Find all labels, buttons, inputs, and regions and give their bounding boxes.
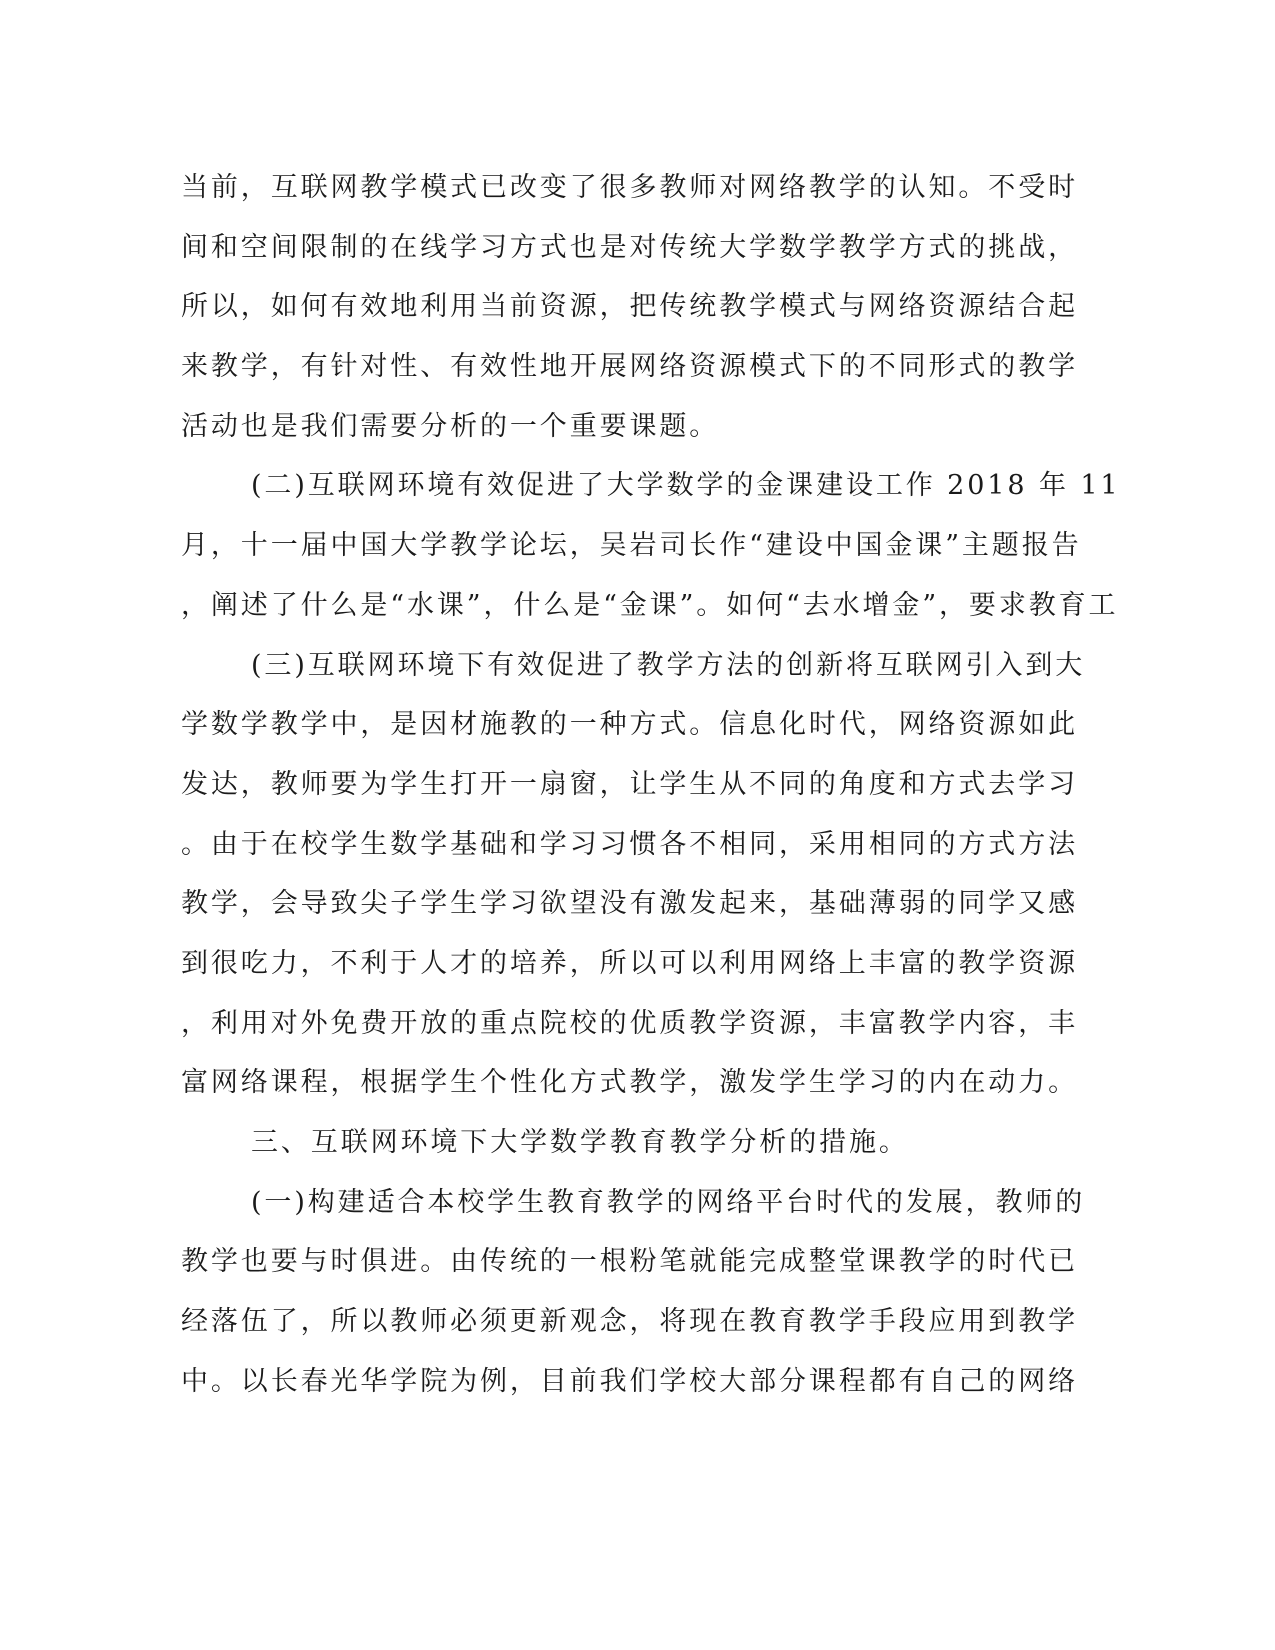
text-line: 富网络课程，根据学生个性化方式教学，激发学生学习的内在动力。 xyxy=(181,1067,1078,1099)
text-line: 发达，教师要为学生打开一扇窗，让学生从不同的角度和方式去学习 xyxy=(181,768,1078,800)
text-line: ，利用对外免费开放的重点院校的优质教学资源，丰富教学内容，丰 xyxy=(181,1007,1078,1039)
text-line: 月，十一届中国大学教学论坛，吴岩司长作“建设中国金课”主题报告 xyxy=(181,530,1082,562)
section-heading-1: (一)构建适合本校学生教育教学的网络平台时代的发展，教师的 xyxy=(251,1186,1086,1218)
text-line: 中。以长春光华学院为例，目前我们学校大部分课程都有自己的网络 xyxy=(181,1365,1078,1397)
text-line: 教学也要与时俱进。由传统的一根粉笔就能完成整堂课教学的时代已 xyxy=(181,1246,1078,1278)
text-line: 教学，会导致尖子学生学习欲望没有激发起来，基础薄弱的同学又感 xyxy=(181,888,1078,920)
section-heading-2: (二)互联网环境有效促进了大学数学的金课建设工作 2018 年 11 xyxy=(251,470,1121,502)
text-line: 间和空间限制的在线学习方式也是对传统大学数学教学方式的挑战， xyxy=(181,231,1078,263)
text-line: 所以，如何有效地利用当前资源，把传统教学模式与网络资源结合起 xyxy=(181,291,1078,323)
text-line: 到很吃力，不利于人才的培养，所以可以利用网络上丰富的教学资源 xyxy=(181,947,1078,979)
text-line: 来教学，有针对性、有效性地开展网络资源模式下的不同形式的教学 xyxy=(181,351,1078,383)
body-text xyxy=(181,158,1121,1411)
text-line: 。由于在校学生数学基础和学习习惯各不相同，采用相同的方式方法 xyxy=(181,828,1078,860)
text-line: 学数学教学中，是因材施教的一种方式。信息化时代，网络资源如此 xyxy=(181,709,1078,741)
text-line: 活动也是我们需要分析的一个重要课题。 xyxy=(181,410,720,442)
text-line: 当前，互联网教学模式已改变了很多教师对网络教学的认知。不受时 xyxy=(181,172,1078,203)
section-heading-3: (三)互联网环境下有效促进了教学方法的创新将互联网引入到大 xyxy=(251,649,1086,681)
chapter-heading-3: 三、互联网环境下大学数学教育教学分析的措施。 xyxy=(251,1127,909,1158)
text-line: ，阐述了什么是“水课”，什么是“金课”。如何“去水增金”，要求教育工 xyxy=(181,589,1119,621)
text-line: 经落伍了，所以教师必须更新观念，将现在教育教学手段应用到教学 xyxy=(181,1306,1078,1338)
